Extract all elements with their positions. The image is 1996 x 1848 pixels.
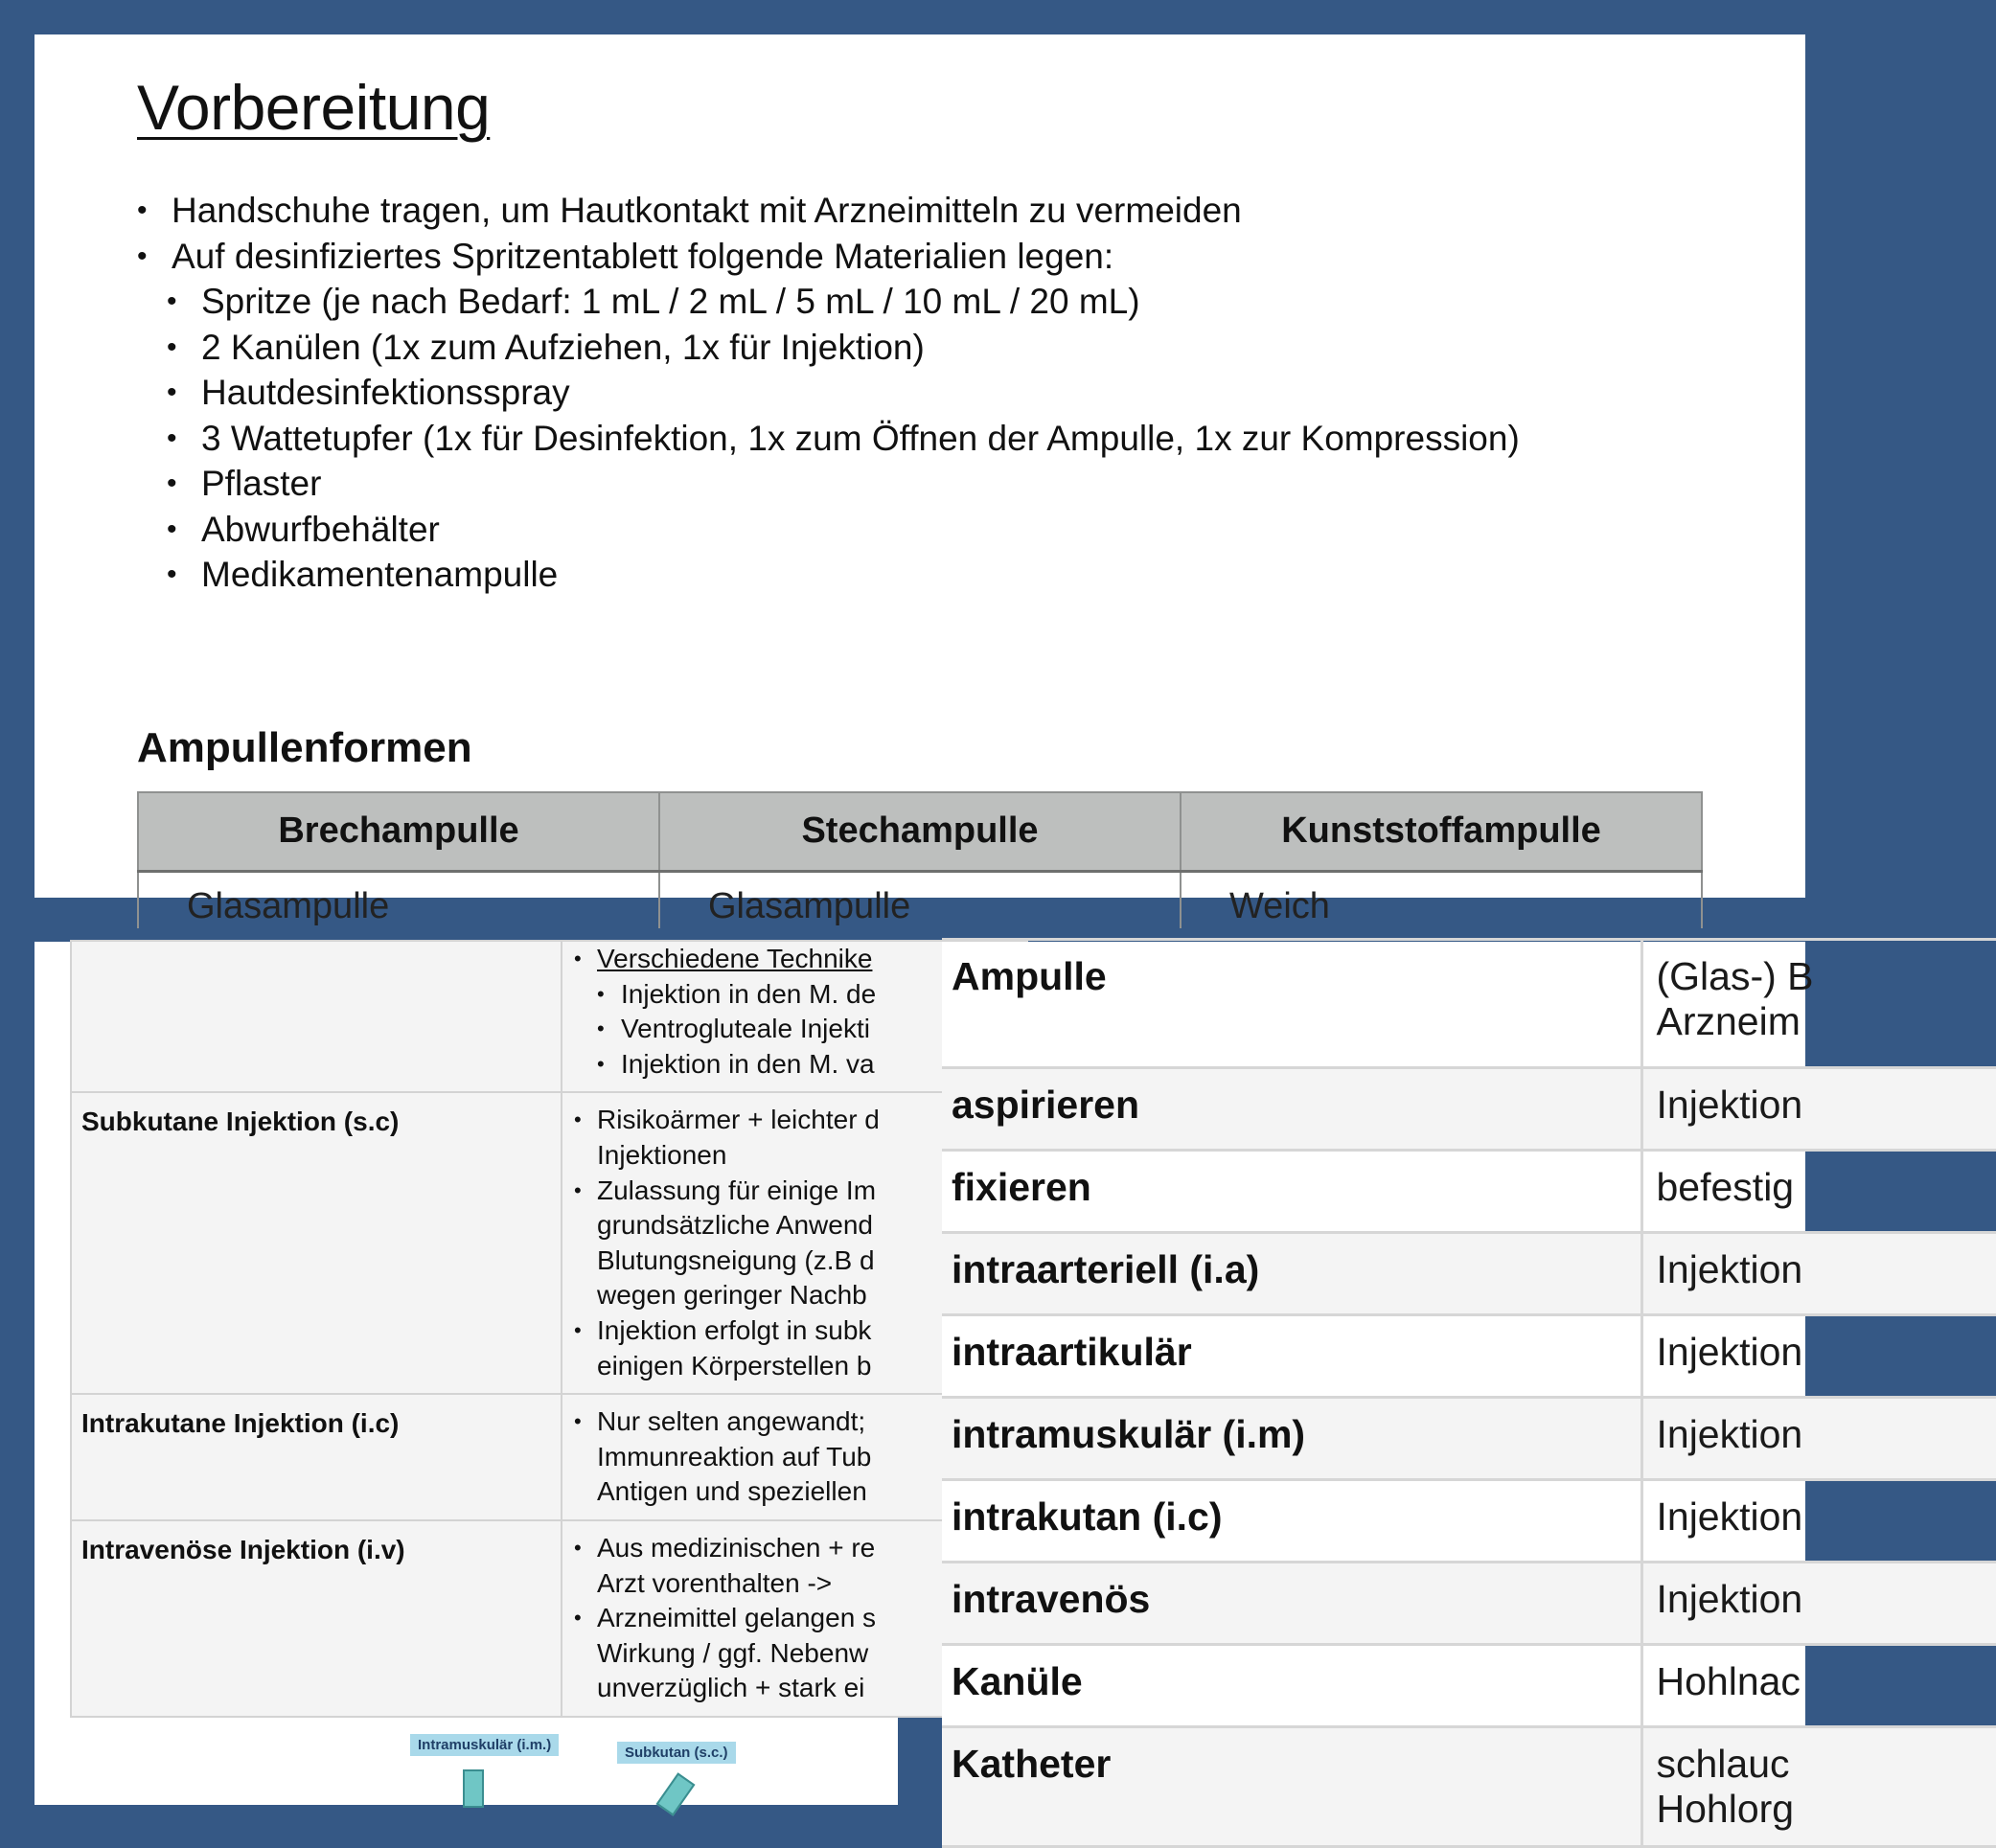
- preparation-list: [137, 188, 1520, 598]
- glossary-term: Kanüle: [942, 1645, 1641, 1727]
- material-item: • Abwurfbehälter: [137, 507, 1520, 553]
- glossary-definition: Hohlnac: [1641, 1645, 1996, 1727]
- table-row: [942, 940, 1996, 1068]
- glossary-term: intrakutan (i.c): [942, 1480, 1641, 1563]
- glossary-definition: Injektion: [1641, 1480, 1996, 1563]
- glossary-term: intravenös: [942, 1563, 1641, 1645]
- table-row: [942, 1233, 1996, 1315]
- description-line: • Zulassung für einige Im: [597, 1175, 877, 1205]
- injection-term: Intravenöse Injektion (i.v): [71, 1520, 562, 1717]
- glossary-term: Ampulle: [942, 940, 1641, 1068]
- column-header: Stechampulle: [659, 792, 1181, 871]
- column-header: Kunststoffampulle: [1181, 792, 1702, 871]
- glossary-definition: Injektion: [1641, 1563, 1996, 1645]
- material-item: • Spritze (je nach Bedarf: 1 mL / 2 mL / 5 mL / 10 mL / 20 mL): [137, 279, 1520, 325]
- glossary-table: [942, 938, 1996, 1848]
- table-row: [942, 1068, 1996, 1151]
- table-row: [942, 1563, 1996, 1645]
- glossary-panel: [942, 942, 1814, 1831]
- description-line: Immunreaktion auf Tub: [597, 1441, 872, 1472]
- table-row: [71, 1394, 1027, 1520]
- top-document-panel: [34, 34, 1805, 926]
- description-line: Injektionen: [597, 1139, 727, 1170]
- injection-term: Intrakutane Injektion (i.c): [71, 1394, 562, 1520]
- glossary-definition: Injektion: [1641, 1233, 1996, 1315]
- glossary-definition: befestig: [1641, 1151, 1996, 1233]
- glossary-term: intraartikulär: [942, 1315, 1641, 1398]
- syringe-icon: [656, 1772, 696, 1815]
- figure-label-subcutaneous: Subkutan (s.c.): [617, 1742, 736, 1764]
- injection-term: [71, 941, 562, 1092]
- material-item: • 3 Wattetupfer (1x für Desinfektion, 1x zum Öffnen der Ampulle, 1x zur Kompression): [137, 416, 1520, 462]
- description-line: Wirkung / ggf. Nebenw: [597, 1637, 869, 1668]
- glossary-term: intramuskulär (i.m): [942, 1398, 1641, 1480]
- glossary-definition: Injektion: [1641, 1315, 1996, 1398]
- description-line: Blutungsneigung (z.B d: [597, 1244, 875, 1275]
- glossary-definition: [1641, 940, 1996, 1068]
- definition-line: schlauc: [1656, 1742, 1790, 1786]
- description-line: Antigen und speziellen: [597, 1476, 867, 1507]
- glossary-term: fixieren: [942, 1151, 1641, 1233]
- description-subline: • Injektion in den M. de: [597, 977, 1017, 1013]
- description-line: • Risikoärmer + leichter d: [597, 1105, 880, 1135]
- definition-line: (Glas-) B: [1656, 954, 1814, 998]
- table-row: [942, 1315, 1996, 1398]
- glossary-definition: Injektion: [1641, 1398, 1996, 1480]
- glossary-term: intraarteriell (i.a): [942, 1233, 1641, 1315]
- glossary-term: aspirieren: [942, 1068, 1641, 1151]
- table-row: [71, 1092, 1027, 1394]
- description-line: grundsätzliche Anwend: [597, 1210, 873, 1241]
- table-row: [942, 1480, 1996, 1563]
- table-row: [71, 1520, 1027, 1717]
- material-item: • 2 Kanülen (1x zum Aufziehen, 1x für Injektion): [137, 325, 1520, 371]
- figure-label-intramuscular: Intramuskulär (i.m.): [410, 1734, 559, 1756]
- description-line: • Aus medizinischen + re: [597, 1532, 876, 1563]
- description-line: Arzt vorenthalten ->: [597, 1567, 833, 1598]
- injection-types-table: [70, 940, 1028, 1718]
- table-row: [71, 941, 1027, 1092]
- ampoule-forms-table: [137, 791, 1703, 928]
- description-subline: • Injektion in den M. va: [597, 1047, 1017, 1083]
- glossary-definition: [1641, 1727, 1996, 1847]
- description-line: • Verschiedene Technike: [597, 942, 1017, 977]
- definition-line: Arzneim: [1656, 999, 1801, 1043]
- table-row: [942, 1727, 1996, 1847]
- glossary-term: Katheter: [942, 1727, 1641, 1847]
- description-line: • Nur selten angewandt;: [597, 1406, 866, 1437]
- table-row: [942, 1151, 1996, 1233]
- table-cell: Weich: [1181, 871, 1702, 928]
- table-cell: Glasampulle: [138, 871, 659, 928]
- list-item: • Handschuhe tragen, um Hautkontakt mit Arzneimitteln zu vermeiden: [137, 188, 1520, 234]
- table-row: [942, 1645, 1996, 1727]
- table-row: [942, 1398, 1996, 1480]
- syringe-icon: [463, 1769, 484, 1808]
- material-item: • Hautdesinfektionsspray: [137, 370, 1520, 416]
- page-title: Vorbereitung: [137, 72, 491, 143]
- description-line: wegen geringer Nachb: [597, 1280, 867, 1311]
- description-line: • Injektion erfolgt in subk: [597, 1314, 872, 1345]
- table-row: [138, 871, 1702, 928]
- material-item: • Pflaster: [137, 461, 1520, 507]
- description-subline: • Ventrogluteale Injekti: [597, 1012, 1017, 1047]
- injection-types-panel: [34, 942, 898, 1805]
- definition-line: Hohlorg: [1656, 1787, 1795, 1831]
- description-line: • Arzneimittel gelangen s: [597, 1603, 877, 1633]
- table-header-row: [138, 792, 1702, 871]
- injection-term: Subkutane Injektion (s.c): [71, 1092, 562, 1394]
- column-header: Brechampulle: [138, 792, 659, 871]
- material-item: • Medikamentenampulle: [137, 552, 1520, 598]
- list-item: • Auf desinfiziertes Spritzentablett folgende Materialien legen:: [137, 234, 1520, 280]
- description-line: unverzüglich + stark ei: [597, 1673, 865, 1703]
- table-cell: Glasampulle: [659, 871, 1181, 928]
- description-line: einigen Körperstellen b: [597, 1350, 872, 1380]
- glossary-definition: Injektion: [1641, 1068, 1996, 1151]
- section-heading: Ampullenformen: [137, 724, 472, 771]
